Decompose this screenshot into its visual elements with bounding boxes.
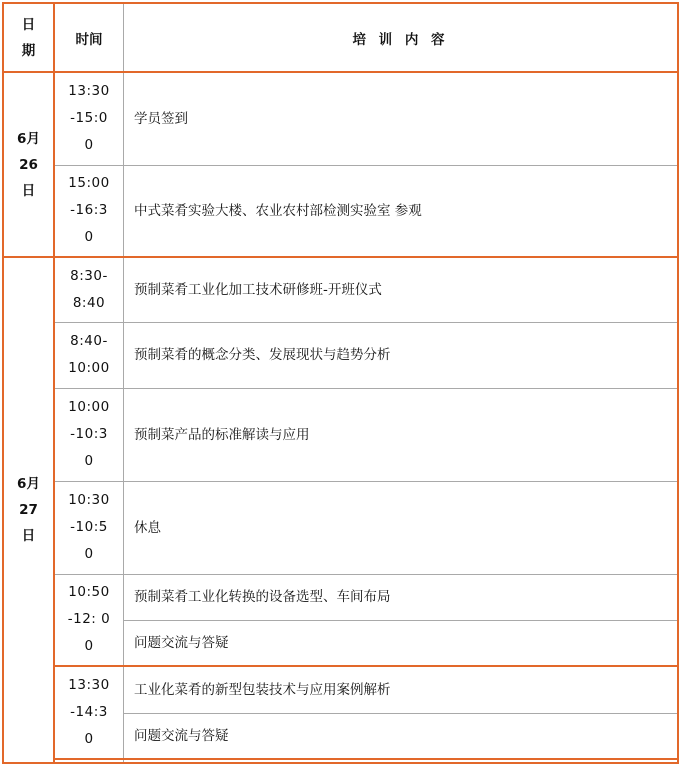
- header-content: 培 训 内 容: [124, 3, 679, 72]
- time-cell: 13:30 -15:0 0: [54, 72, 124, 165]
- table-header-row: [3, 3, 678, 72]
- table-row: [3, 388, 678, 481]
- content-cell: 学员签到: [134, 110, 188, 127]
- table-row-cutoff: [3, 759, 678, 763]
- time-cell: 10:00 -10:3 0: [54, 388, 124, 481]
- table-row: [3, 257, 678, 322]
- content-cell: 工业化菜肴的新型包装技术与应用案例解析: [124, 666, 679, 713]
- table-row: [3, 666, 678, 713]
- date-cell-day2: 6月 27 日: [3, 257, 54, 763]
- header-date: 日 期: [3, 3, 54, 72]
- content-cell: 问题交流与答疑: [124, 620, 679, 666]
- content-cell: 预制菜产品的标准解读与应用: [124, 388, 679, 481]
- content-cell: 休息: [124, 481, 679, 574]
- time-cell: 10:50 -12: 0 0: [54, 574, 124, 666]
- table-row: [3, 165, 678, 257]
- date-cell-day1: 6月 26 日: [3, 72, 54, 257]
- time-cell-empty: [54, 759, 124, 763]
- table-row: [3, 574, 678, 620]
- header-time: 时间: [54, 3, 124, 72]
- time-cell: 13:30 -14:3 0: [54, 666, 124, 759]
- content-cell-empty: [124, 759, 679, 763]
- training-schedule-table: [2, 2, 679, 764]
- content-cell: 预制菜肴的概念分类、发展现状与趋势分析: [124, 322, 679, 388]
- content-cell: 中式菜肴实验大楼、农业农村部检测实验室 参观: [124, 165, 679, 257]
- table-row: [3, 481, 678, 574]
- time-cell: 8:30- 8:40: [54, 257, 124, 322]
- content-cell: 预制菜肴工业化转换的设备选型、车间布局: [124, 574, 679, 620]
- table-row: [3, 72, 678, 165]
- time-cell: 8:40- 10:00: [54, 322, 124, 388]
- content-cell: 问题交流与答疑: [124, 713, 679, 759]
- time-cell: 15:00 -16:3 0: [54, 165, 124, 257]
- table-row: [3, 322, 678, 388]
- time-cell: 10:30 -10:5 0: [54, 481, 124, 574]
- content-cell: 预制菜肴工业化加工技术研修班-开班仪式: [124, 257, 679, 322]
